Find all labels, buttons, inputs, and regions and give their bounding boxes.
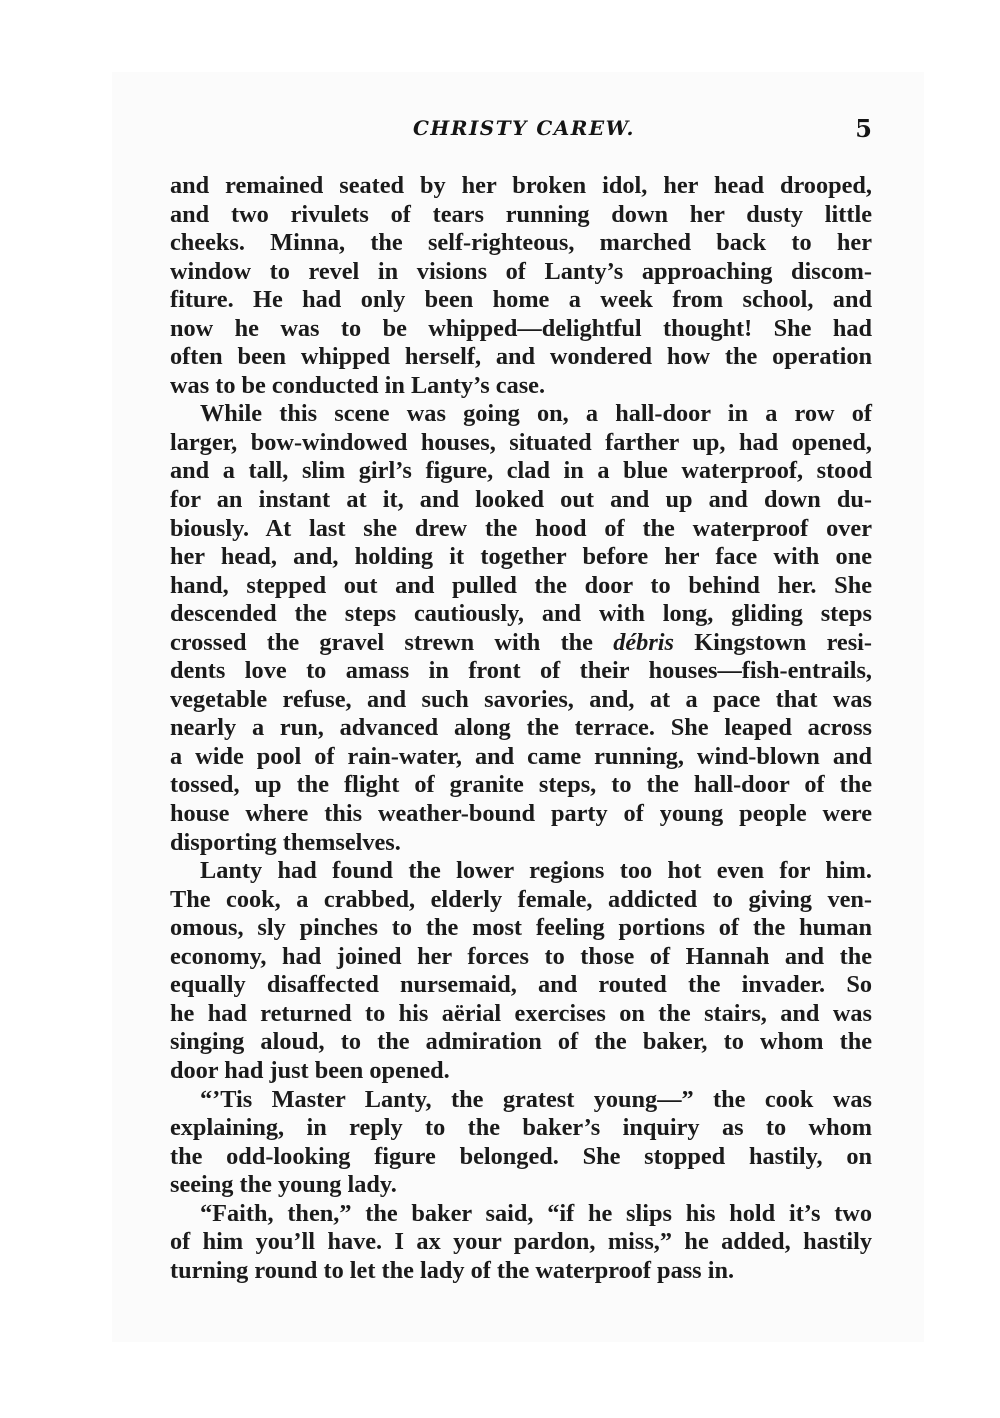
text-line: descended the steps cautiously, and with long, gliding steps <box>170 600 872 628</box>
text-line: economy, had joined her forces to those of Hannah and the <box>170 942 872 970</box>
text-line: equally disaffected nursemaid, and routed the invader. So <box>170 971 872 999</box>
text-line: The cook, a crabbed, elderly female, addicted to giving ven- <box>170 885 872 913</box>
paragraph <box>170 857 872 1085</box>
text-line: tossed, up the flight of granite steps, to the hall-door of the <box>170 771 872 799</box>
paragraph <box>170 172 872 400</box>
text-line: hand, stepped out and pulled the door to behind her. She <box>170 571 872 599</box>
text-line: he had returned to his aërial exercises on the stairs, and was <box>170 999 872 1027</box>
text-line: her head, and, holding it together before her face with one <box>170 543 872 571</box>
text-line: and remained seated by her broken idol, her head drooped, <box>170 172 872 199</box>
italic-word: débris <box>613 628 674 656</box>
text-line: and a tall, slim girl’s figure, clad in a blue waterproof, stood <box>170 457 872 485</box>
text-line: now he was to be whipped—delightful thought! She had <box>170 314 872 342</box>
text-line: vegetable refuse, and such savories, and, at a pace that was <box>170 685 872 713</box>
page-header <box>170 112 878 148</box>
paragraph <box>170 400 872 857</box>
text-line: biously. At last she drew the hood of the waterproof over <box>170 514 872 542</box>
text-line: often been whipped herself, and wondered how the operation <box>170 343 872 371</box>
text-line: door had just been opened. <box>170 1056 450 1084</box>
text-line: of him you’ll have. I ax your pardon, miss,” he added, hastily <box>170 1228 872 1256</box>
text-line: and two rivulets of tears running down her dusty little <box>170 200 872 228</box>
text-line: singing aloud, to the admiration of the baker, to whom the <box>170 1028 872 1056</box>
text-line: fiture. He had only been home a week from school, and <box>170 286 872 314</box>
text-line: “Faith, then,” the baker said, “if he slips his hold it’s two <box>200 1199 872 1227</box>
text-line: dents love to amass in front of their houses—fish-entrails, <box>170 657 872 685</box>
text-line: explaining, in reply to the baker’s inquiry as to whom <box>170 1114 872 1142</box>
text-line: was to be conducted in Lanty’s case. <box>170 371 546 399</box>
text-line: for an instant at it, and looked out and up and down du- <box>170 486 872 514</box>
text-line: the odd-looking figure belonged. She stopped hastily, on <box>170 1142 872 1170</box>
page-number: 5 <box>855 114 872 143</box>
text-line: house where this weather-bound party of young people were <box>170 800 872 828</box>
text-line: crossed the gravel strewn with the débris Kingstown resi- <box>170 628 872 656</box>
text-line: While this scene was going on, a hall-door in a row of <box>200 400 872 428</box>
text-line: turning round to let the lady of the waterproof pass in. <box>170 1256 735 1284</box>
text-line: cheeks. Minna, the self-righteous, marched back to her <box>170 229 872 257</box>
text-line: “’Tis Master Lanty, the gratest young—” the cook was <box>200 1085 872 1113</box>
text-line: Lanty had found the lower regions too hot even for him. <box>200 857 872 885</box>
text-line: larger, bow-windowed houses, situated farther up, had opened, <box>170 428 872 456</box>
text-line: nearly a run, advanced along the terrace. She leaped across <box>170 714 872 742</box>
paragraph <box>170 1086 872 1200</box>
running-title: CHRISTY CAREW. <box>413 116 635 140</box>
text-line: disporting themselves. <box>170 828 401 856</box>
text-line: window to revel in visions of Lanty’s approaching discom- <box>170 257 872 285</box>
text-line: omous, sly pinches to the most feeling portions of the human <box>170 914 872 942</box>
text-line: a wide pool of rain-water, and came running, wind-blown and <box>170 742 872 770</box>
paragraph <box>170 1200 872 1286</box>
text-line: seeing the young lady. <box>170 1171 397 1199</box>
body-text <box>170 172 872 1285</box>
